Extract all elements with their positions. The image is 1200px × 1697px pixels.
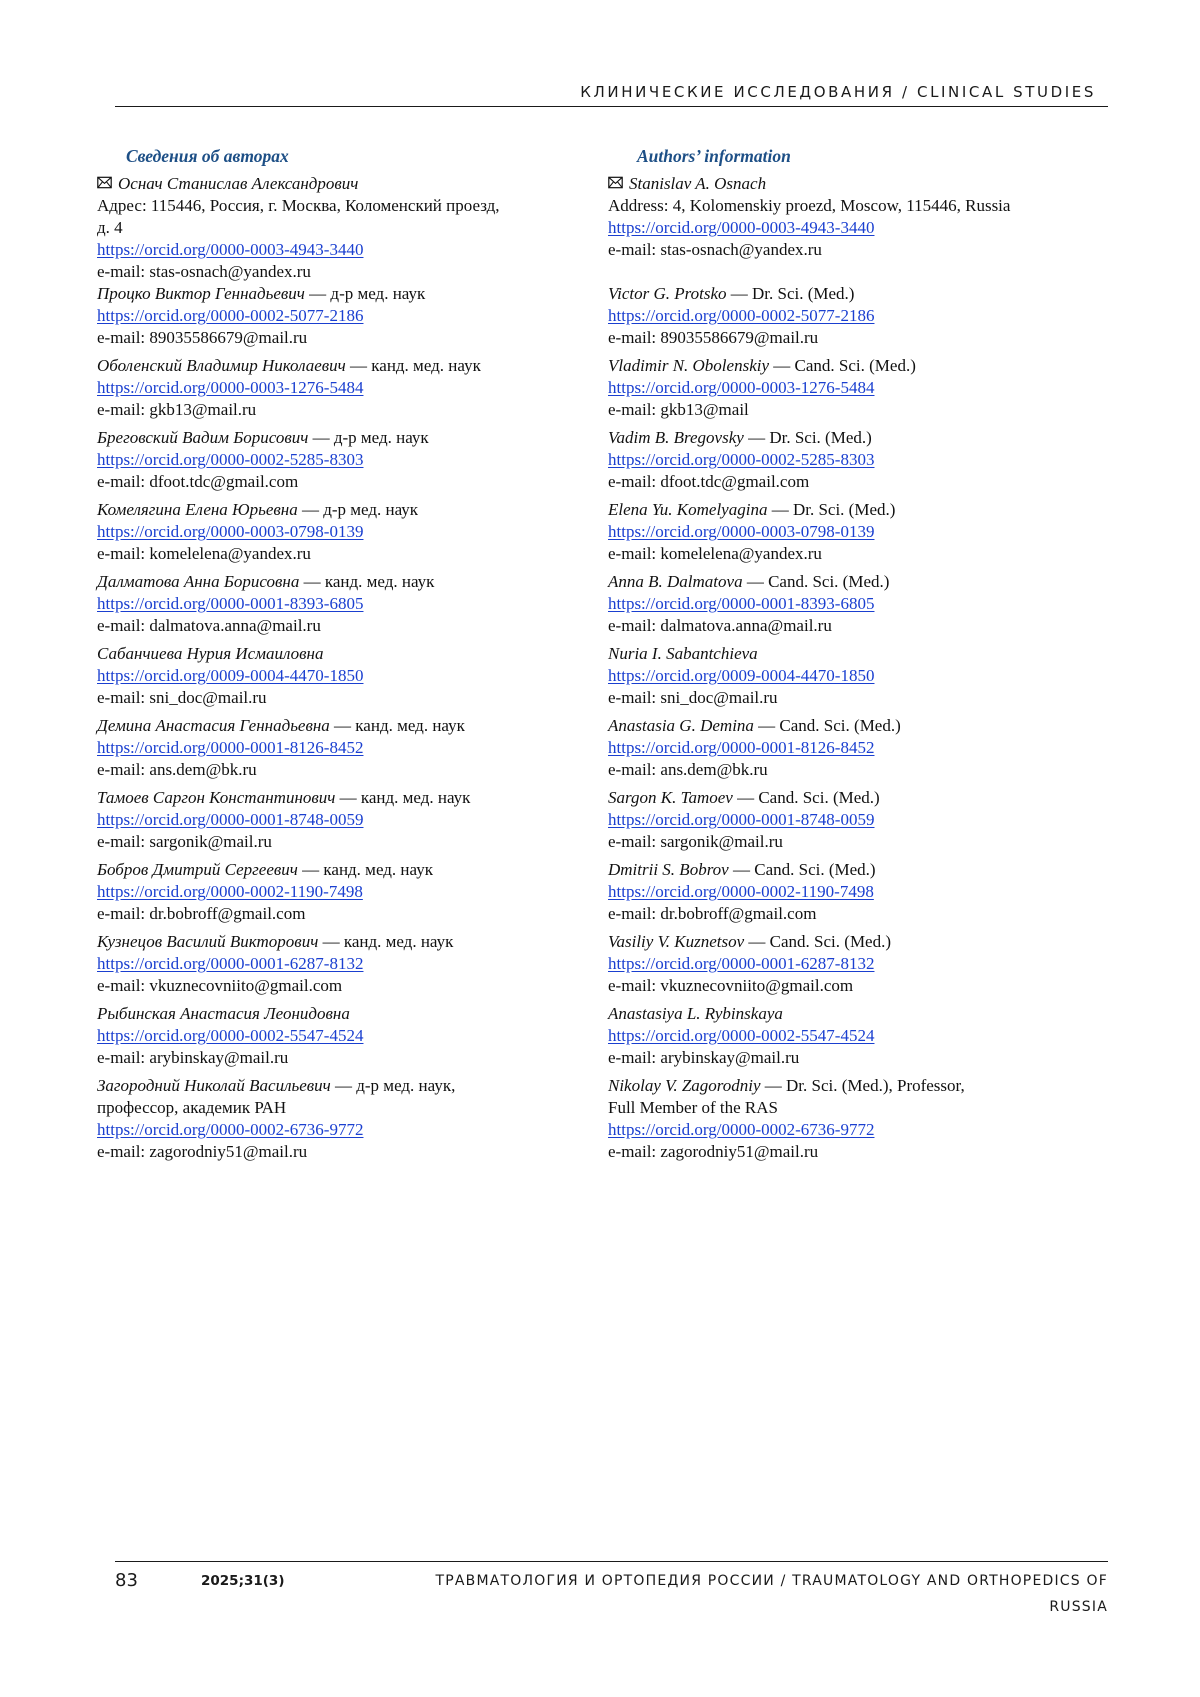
orcid-link[interactable]: https://orcid.org/0000-0002-5547-4524 bbox=[608, 1026, 875, 1045]
author-name-line bbox=[97, 859, 575, 881]
author-name-line bbox=[97, 571, 575, 593]
author-email: e-mail: sargonik@mail.ru bbox=[608, 832, 783, 851]
author-degree: — Dr. Sci. (Med.) bbox=[743, 428, 872, 447]
orcid-link[interactable]: https://orcid.org/0000-0002-1190-7498 bbox=[608, 882, 874, 901]
journal-title: ТРАВМАТОЛОГИЯ И ОРТОПЕДИЯ РОССИИ / TRAUMATOLOGY AND ORTHOPEDICS OF RUSSIA bbox=[435, 1573, 1108, 1615]
author-email: e-mail: vkuznecovniito@gmail.com bbox=[97, 976, 343, 995]
orcid-link[interactable]: https://orcid.org/0000-0003-1276-5484 bbox=[608, 378, 875, 397]
orcid-link[interactable]: https://orcid.org/0000-0001-8126-8452 bbox=[97, 738, 364, 757]
author-email: e-mail: komelelena@yandex.ru bbox=[608, 544, 822, 563]
author-address: Адрес: 115446, Россия, г. Москва, Коломенский проезд, bbox=[97, 196, 500, 215]
author-name-line bbox=[608, 1075, 1078, 1097]
author-name: Далматова Анна Борисовна bbox=[97, 572, 300, 591]
author-entry-ru bbox=[97, 1075, 575, 1163]
section-heading-en: Authors’ information bbox=[637, 146, 791, 166]
orcid-link[interactable]: https://orcid.org/0000-0002-6736-9772 bbox=[608, 1120, 875, 1139]
author-degree: — канд. мед. наук bbox=[318, 932, 454, 951]
author-name-line bbox=[97, 787, 575, 809]
author-name: Elena Yu. Komelyagina bbox=[608, 500, 768, 519]
author-email: e-mail: dalmatova.anna@mail.ru bbox=[97, 616, 321, 635]
author-email: e-mail: dalmatova.anna@mail.ru bbox=[608, 616, 832, 635]
author-degree: — д-р мед. наук bbox=[304, 284, 426, 303]
author-name-line bbox=[97, 355, 575, 377]
author-degree-cont: Full Member of the RAS bbox=[608, 1098, 778, 1117]
author-entry-en bbox=[608, 427, 1078, 493]
footer-divider bbox=[115, 1561, 1108, 1562]
author-email: e-mail: komelelena@yandex.ru bbox=[97, 544, 311, 563]
author-entry-ru bbox=[97, 499, 575, 565]
blank-line bbox=[608, 261, 1078, 283]
author-entry-ru bbox=[97, 931, 575, 997]
author-name: Anastasia G. Demina bbox=[608, 716, 754, 735]
orcid-link[interactable]: https://orcid.org/0000-0002-5547-4524 bbox=[97, 1026, 364, 1045]
orcid-link[interactable]: https://orcid.org/0000-0003-0798-0139 bbox=[608, 522, 875, 541]
author-degree: — д-р мед. наук, bbox=[330, 1076, 456, 1095]
author-email: e-mail: dr.bobroff@gmail.com bbox=[608, 904, 817, 923]
envelope-icon bbox=[97, 175, 112, 190]
author-name: Nuria I. Sabantchieva bbox=[608, 644, 758, 663]
author-entry-en bbox=[608, 715, 1078, 781]
orcid-link[interactable]: https://orcid.org/0000-0001-8393-6805 bbox=[608, 594, 875, 613]
author-name-line bbox=[97, 499, 575, 521]
authors-column-en bbox=[608, 145, 1078, 1163]
author-name: Сабанчиева Нурия Исмаиловна bbox=[97, 644, 324, 663]
author-entry-ru bbox=[97, 715, 575, 781]
author-name: Оснач Станислав Александрович bbox=[118, 174, 359, 193]
orcid-link[interactable]: https://orcid.org/0000-0001-8748-0059 bbox=[97, 810, 364, 829]
author-name-line bbox=[97, 283, 575, 305]
author-degree: — Cand. Sci. (Med.) bbox=[769, 356, 916, 375]
author-name: Anastasiya L. Rybinskaya bbox=[608, 1004, 783, 1023]
author-entry-ru bbox=[97, 859, 575, 925]
running-head: КЛИНИЧЕСКИЕ ИССЛЕДОВАНИЯ / CLINICAL STUDIES bbox=[580, 83, 1096, 101]
author-name-line bbox=[608, 643, 1078, 665]
author-name: Vadim B. Bregovsky bbox=[608, 428, 744, 447]
author-email: e-mail: zagorodniy51@mail.ru bbox=[608, 1142, 819, 1161]
author-email: e-mail: vkuznecovniito@gmail.com bbox=[608, 976, 854, 995]
author-entry-en bbox=[608, 1003, 1078, 1069]
author-address: Address: 4, Kolomenskiy proezd, Moscow, 115446, Russia bbox=[608, 196, 1011, 215]
author-degree: — канд. мед. наук bbox=[299, 572, 435, 591]
orcid-link[interactable]: https://orcid.org/0009-0004-4470-1850 bbox=[97, 666, 364, 685]
author-degree: — Cand. Sci. (Med.) bbox=[728, 860, 876, 879]
authors-column-ru bbox=[97, 145, 575, 1163]
author-name: Victor G. Protsko bbox=[608, 284, 727, 303]
page-number: 83 bbox=[115, 1570, 138, 1591]
author-degree: — Cand. Sci. (Med.) bbox=[732, 788, 880, 807]
author-email: e-mail: ans.dem@bk.ru bbox=[608, 760, 768, 779]
orcid-link[interactable]: https://orcid.org/0000-0001-6287-8132 bbox=[608, 954, 875, 973]
author-name-line bbox=[608, 931, 1078, 953]
author-entry-en bbox=[608, 787, 1078, 853]
author-email: e-mail: gkb13@mail.ru bbox=[97, 400, 257, 419]
author-entry-en bbox=[608, 1075, 1078, 1163]
orcid-link[interactable]: https://orcid.org/0000-0003-4943-3440 bbox=[608, 218, 875, 237]
author-entry-ru bbox=[97, 1003, 575, 1069]
author-name-line bbox=[97, 643, 575, 665]
section-heading-ru: Сведения об авторах bbox=[126, 146, 289, 166]
author-degree: — канд. мед. наук bbox=[345, 356, 481, 375]
author-email: e-mail: stas-osnach@yandex.ru bbox=[97, 262, 311, 281]
author-degree: — Cand. Sci. (Med.) bbox=[753, 716, 901, 735]
author-degree: — д-р мед. наук bbox=[297, 500, 419, 519]
author-degree: — д-р мед. наук bbox=[308, 428, 429, 447]
author-entry-en bbox=[608, 571, 1078, 637]
author-degree: — Dr. Sci. (Med.), Professor, bbox=[760, 1076, 965, 1095]
author-entry-ru bbox=[97, 355, 575, 421]
author-name-line bbox=[608, 859, 1078, 881]
author-email: e-mail: ans.dem@bk.ru bbox=[97, 760, 257, 779]
author-name-line bbox=[97, 715, 575, 737]
author-entry-corresponding-en bbox=[608, 173, 1078, 283]
author-email: e-mail: dfoot.tdc@gmail.com bbox=[608, 472, 810, 491]
orcid-link[interactable]: https://orcid.org/0000-0001-8126-8452 bbox=[608, 738, 875, 757]
author-address-cont: д. 4 bbox=[97, 218, 123, 237]
author-name: Процко Виктор Геннадьевич bbox=[97, 284, 305, 303]
orcid-link[interactable]: https://orcid.org/0000-0002-5285-8303 bbox=[608, 450, 875, 469]
author-name-line bbox=[608, 355, 1078, 377]
author-name: Nikolay V. Zagorodniy bbox=[608, 1076, 761, 1095]
author-entry-ru bbox=[97, 571, 575, 637]
author-name-line bbox=[97, 931, 575, 953]
author-name-line bbox=[97, 427, 575, 449]
author-entry-en bbox=[608, 931, 1078, 997]
author-degree: — Dr. Sci. (Med.) bbox=[767, 500, 896, 519]
author-email: e-mail: dfoot.tdc@gmail.com bbox=[97, 472, 299, 491]
author-name: Бреговский Вадим Борисович bbox=[97, 428, 309, 447]
orcid-link[interactable]: https://orcid.org/0000-0003-4943-3440 bbox=[97, 240, 364, 259]
author-name: Демина Анастасия Геннадьевна bbox=[97, 716, 330, 735]
author-name: Комелягина Елена Юрьевна bbox=[97, 500, 298, 519]
author-name: Бобров Дмитрий Сергеевич bbox=[97, 860, 298, 879]
author-email: e-mail: sni_doc@mail.ru bbox=[608, 688, 778, 707]
author-name-line bbox=[608, 715, 1078, 737]
author-email: e-mail: zagorodniy51@mail.ru bbox=[97, 1142, 308, 1161]
author-degree: — канд. мед. наук bbox=[297, 860, 433, 879]
orcid-link[interactable]: https://orcid.org/0000-0002-5285-8303 bbox=[97, 450, 364, 469]
orcid-link[interactable]: https://orcid.org/0000-0003-1276-5484 bbox=[97, 378, 364, 397]
author-entry-en bbox=[608, 355, 1078, 421]
author-degree: — Dr. Sci. (Med.) bbox=[726, 284, 855, 303]
author-email: e-mail: 89035586679@mail.ru bbox=[97, 328, 308, 347]
author-entry-ru bbox=[97, 283, 575, 349]
orcid-link[interactable]: https://orcid.org/0000-0002-1190-7498 bbox=[97, 882, 363, 901]
author-email: e-mail: dr.bobroff@gmail.com bbox=[97, 904, 306, 923]
orcid-link[interactable]: https://orcid.org/0000-0001-8393-6805 bbox=[97, 594, 364, 613]
author-entry-en bbox=[608, 859, 1078, 925]
author-name: Оболенский Владимир Николаевич bbox=[97, 356, 346, 375]
author-entry-ru bbox=[97, 427, 575, 493]
orcid-link[interactable]: https://orcid.org/0000-0002-6736-9772 bbox=[97, 1120, 364, 1139]
author-list-en bbox=[608, 283, 1078, 1069]
author-name-line bbox=[97, 1075, 575, 1097]
author-degree: — канд. мед. наук bbox=[335, 788, 471, 807]
author-email: e-mail: sargonik@mail.ru bbox=[97, 832, 272, 851]
orcid-link[interactable]: https://orcid.org/0000-0002-5077-2186 bbox=[97, 306, 364, 325]
author-name: Stanislav A. Osnach bbox=[629, 174, 767, 193]
author-name-line bbox=[608, 1003, 1078, 1025]
author-entry-ru bbox=[97, 643, 575, 709]
author-email: e-mail: sni_doc@mail.ru bbox=[97, 688, 267, 707]
author-name: Рыбинская Анастасия Леонидовна bbox=[97, 1004, 350, 1023]
author-name: Vladimir N. Obolenskiy bbox=[608, 356, 770, 375]
author-name: Vasiliy V. Kuznetsov bbox=[608, 932, 745, 951]
author-email: e-mail: stas-osnach@yandex.ru bbox=[608, 240, 822, 259]
author-entry-ru bbox=[97, 787, 575, 853]
author-name-line bbox=[608, 499, 1078, 521]
author-email: e-mail: arybinskay@mail.ru bbox=[97, 1048, 289, 1067]
issue-label: 2025;31(3) bbox=[201, 1573, 285, 1589]
author-name-line bbox=[608, 787, 1078, 809]
author-degree: — канд. мед. наук bbox=[329, 716, 465, 735]
author-name: Кузнецов Василий Викторович bbox=[97, 932, 319, 951]
envelope-icon bbox=[608, 175, 623, 190]
author-name: Загородний Николай Васильевич bbox=[97, 1076, 331, 1095]
author-name-line bbox=[97, 173, 575, 195]
author-entry-en bbox=[608, 643, 1078, 709]
author-name-line bbox=[608, 427, 1078, 449]
author-degree-cont: профессор, академик РАН bbox=[97, 1098, 287, 1117]
author-entry-en bbox=[608, 283, 1078, 349]
author-email: e-mail: gkb13@mail bbox=[608, 400, 749, 419]
author-degree: — Cand. Sci. (Med.) bbox=[742, 572, 890, 591]
author-name-line bbox=[608, 571, 1078, 593]
author-email: e-mail: 89035586679@mail.ru bbox=[608, 328, 819, 347]
orcid-link[interactable]: https://orcid.org/0000-0001-6287-8132 bbox=[97, 954, 364, 973]
author-degree: — Cand. Sci. (Med.) bbox=[744, 932, 892, 951]
author-name-line bbox=[608, 283, 1078, 305]
author-email: e-mail: arybinskay@mail.ru bbox=[608, 1048, 800, 1067]
author-name-line bbox=[608, 173, 1078, 195]
author-name: Sargon K. Tamoev bbox=[608, 788, 733, 807]
orcid-link[interactable]: https://orcid.org/0000-0003-0798-0139 bbox=[97, 522, 364, 541]
header-divider bbox=[115, 106, 1108, 107]
author-entry-corresponding-ru bbox=[97, 173, 575, 283]
author-name: Тамоев Саргон Константинович bbox=[97, 788, 336, 807]
orcid-link[interactable]: https://orcid.org/0000-0001-8748-0059 bbox=[608, 810, 875, 829]
author-name: Dmitrii S. Bobrov bbox=[608, 860, 729, 879]
author-name: Anna B. Dalmatova bbox=[608, 572, 743, 591]
orcid-link[interactable]: https://orcid.org/0000-0002-5077-2186 bbox=[608, 306, 875, 325]
author-entry-en bbox=[608, 499, 1078, 565]
author-name-line bbox=[97, 1003, 575, 1025]
orcid-link[interactable]: https://orcid.org/0009-0004-4470-1850 bbox=[608, 666, 875, 685]
author-list-ru bbox=[97, 283, 575, 1069]
